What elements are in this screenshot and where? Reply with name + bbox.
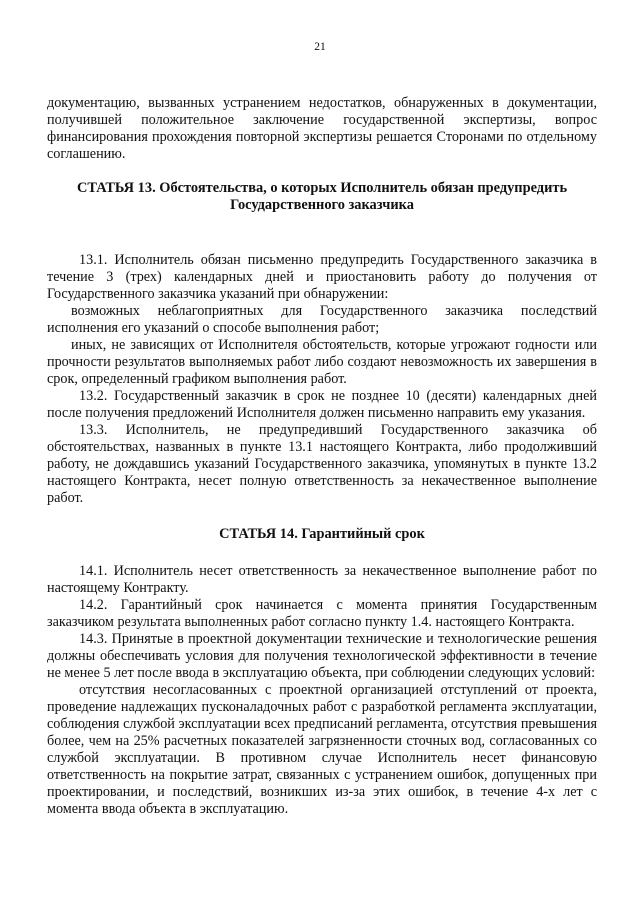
article-13-title: СТАТЬЯ 13. Обстоятельства, о которых Исполнитель обязан предупредить Государственного заказчика (76, 180, 568, 213)
page-content (47, 95, 597, 818)
clause-13-1: 13.1. Исполнитель обязан письменно предупредить Государственного заказчика в течение 3 (трех) календарных дней и приостановить работу до получения от Государственного заказчика указаний при обнаружении: (47, 252, 597, 302)
clause-14-2: 14.2. Гарантийный срок начинается с момента принятия Государственным заказчиком результата выполненных работ согласно пункту 1.4. настоящего Контракта. (47, 597, 597, 630)
clause-14-1: 14.1. Исполнитель несет ответственность за некачественное выполнение работ по настоящему Контракту. (47, 563, 597, 596)
clause-13-1-item-a: возможных неблагоприятных для Государственного заказчика последствий исполнения его указаний о способе выполнения работ; (47, 303, 597, 336)
intro-paragraph: документацию, вызванных устранением недостатков, обнаруженных в документации, получившей положительное заключение государственной экспертизы, вопрос финансирования прохождения повторной экспертизы решается Сторонами по отдельному соглашению. (47, 95, 597, 162)
clause-13-1-item-b: иных, не зависящих от Исполнителя обстоятельств, которые угрожают годности или прочности результатов выполняемых работ либо создают невозможность их завершения в срок, определенный графиком выполнения работ. (47, 337, 597, 387)
clause-13-2: 13.2. Государственный заказчик в срок не позднее 10 (десяти) календарных дней после получения предложений Исполнителя должен письменно направить ему указания. (47, 388, 597, 421)
page-number: 21 (314, 41, 326, 53)
clause-13-3: 13.3. Исполнитель, не предупредивший Государственного заказчика об обстоятельствах, названных в пункте 13.1 настоящего Контракта, либо продолживший работу, не дождавшись указаний Государственного заказчика, упомянутых в пункте 13.2 настоящего Контракта, несет полную ответственность за некачественное выполнение работ. (47, 422, 597, 506)
article-14-title: СТАТЬЯ 14. Гарантийный срок (219, 526, 425, 542)
clause-14-3-conditions: отсутствия несогласованных с проектной организацией отступлений от проекта, проведение надлежащих пусконаладочных работ с разработкой регламента эксплуатации, соблюдения службой эксплуатации всех предписаний регламента, отсутствия превышения более, чем на 25% расчетных показателей загрязненности сточных вод, согласованных со службой эксплуатации. В противном случае Исполнитель несет финансовую ответственность на покрытие затрат, связанных с устранением ошибок, допущенных при проектировании, и последствий, возникших из-за этих ошибок, в течение 4-х лет с момента ввода объекта в эксплуатацию. (47, 682, 597, 817)
clause-14-3: 14.3. Принятые в проектной документации технические и технологические решения должны обеспечивать условия для получения технологической эффективности в течение не менее 5 лет после ввода в эксплуатацию объекта, при соблюдении следующих условий: (47, 631, 597, 681)
